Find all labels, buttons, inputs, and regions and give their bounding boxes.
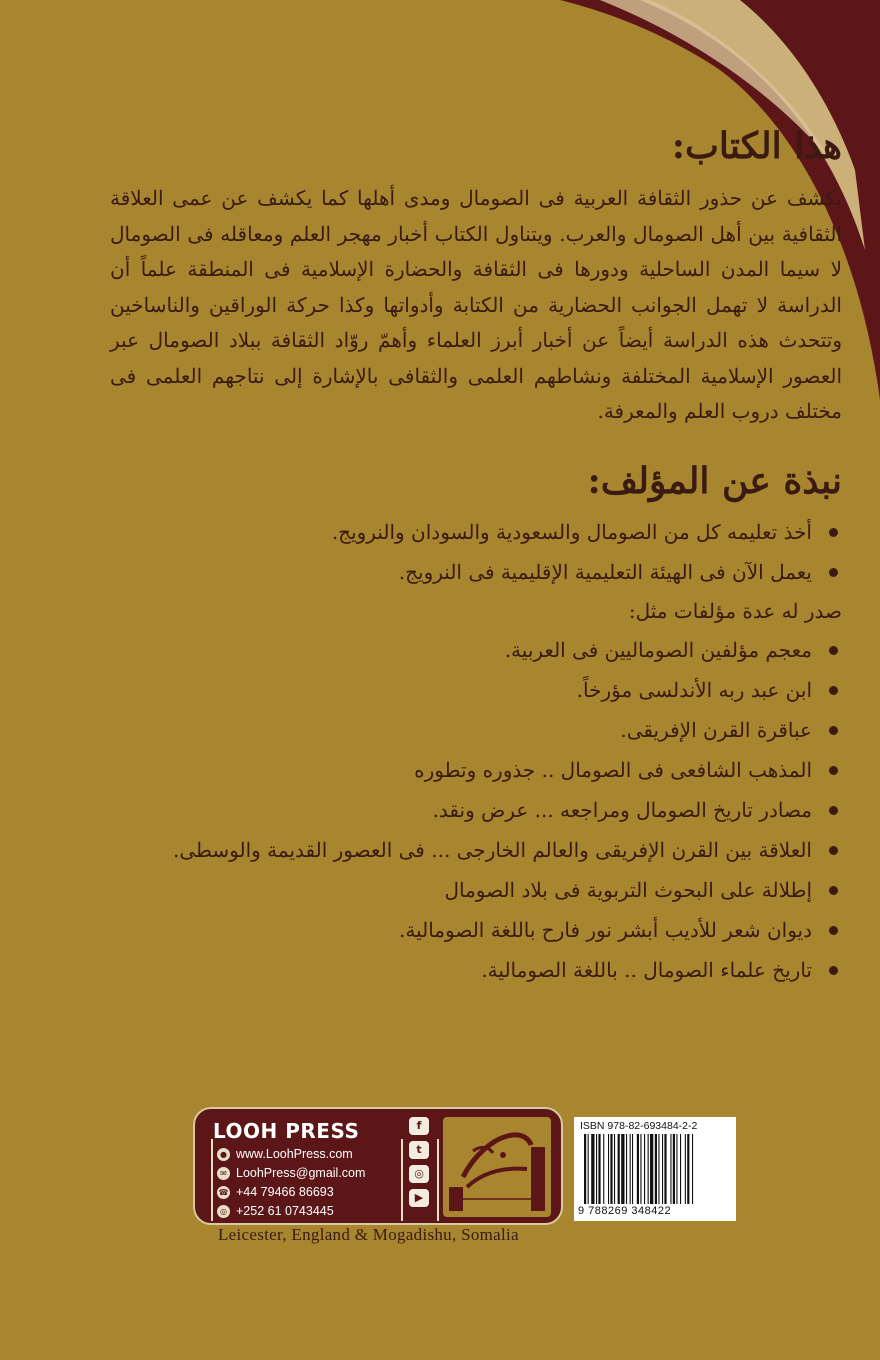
- author-bullets: [110, 514, 842, 590]
- author-bullet: أخذ تعليمه كل من الصومال والسعودية والسودان والنرويج.: [110, 514, 812, 550]
- barcode-icon: [584, 1134, 728, 1204]
- social-icons: [409, 1117, 431, 1213]
- work-item: معجم مؤلفين الصوماليين فى العربية.: [110, 632, 812, 668]
- publisher-location: Leicester, England & Mogadishu, Somalia: [218, 1225, 519, 1244]
- author-bullet: يعمل الآن فى الهيئة التعليمية الإقليمية فى النرويج.: [110, 554, 812, 590]
- isbn-barcode: [574, 1117, 736, 1221]
- isbn-number: 9 788269 348422: [578, 1205, 672, 1217]
- whatsapp-row[interactable]: [217, 1202, 334, 1220]
- youtube-icon[interactable]: ▶: [409, 1189, 429, 1207]
- looh-press-logo: [443, 1117, 551, 1217]
- divider: [401, 1139, 403, 1221]
- email-row[interactable]: [217, 1164, 365, 1182]
- email-text: LoohPress@gmail.com: [236, 1166, 366, 1180]
- publisher-name: LOOH PRESS: [213, 1119, 360, 1143]
- work-item: العلاقة بين القرن الإفريقى والعالم الخارجى ... فى العصور القديمة والوسطى.: [110, 832, 812, 868]
- divider: [437, 1139, 439, 1221]
- about-author-heading: نبذة عن المؤلف:: [587, 459, 842, 502]
- phone-uk-text: +44 79466 86693: [236, 1185, 334, 1199]
- phone-icon: ☎: [218, 1187, 229, 1197]
- about-book-text: يكشف عن حذور الثقافة العربية فى الصومال ومدى أهلها كما يكشف عن عمى العلاقة الثقافية بين أهل الصومال والعرب. ويتناول الكتاب أخبار مهجر العلم ومعاقله فى الصومال لا سيما المدن الساحلية ودورها فى الثقافة والحضارة الإسلامية فى المنطقة علماً أن الدراسة لا تهمل الجوانب الحضارية من الكتابة وأدواتها وكذا حركة الوراقين والناساخين وتتحدث هذه الدراسة أيضاً عن أخبار أبرز العلماء وأهمّ روّاد الثقافة ببلاد الصومال عبر العصور الإسلامية المختلفة ونشاطهم العلمى والثقافى بالإشارة إلى نتاجهم العلمى فى مختلف دروب العلم والمعرفة.: [110, 186, 842, 423]
- website-row[interactable]: [217, 1145, 353, 1163]
- phone-so-text: +252 61 0743445: [236, 1204, 334, 1218]
- work-item: ديوان شعر للأديب أبشر نور فارح باللغة الصومالية.: [110, 912, 812, 948]
- work-item: تاريخ علماء الصومال .. باللغة الصومالية.: [110, 952, 812, 988]
- work-item: عباقرة القرن الإفريقى.: [110, 712, 812, 748]
- logo-calligraphy-icon: [443, 1117, 551, 1217]
- divider: [211, 1139, 213, 1221]
- facebook-icon[interactable]: f: [409, 1117, 429, 1135]
- twitter-icon[interactable]: t: [409, 1141, 429, 1159]
- about-book-heading: هذا الكتاب:: [671, 125, 842, 167]
- work-item: ابن عبد ربه الأندلسى مؤرخاً.: [110, 672, 812, 708]
- work-item: مصادر تاريخ الصومال ومراجعه ... عرض ونقد.: [110, 792, 812, 828]
- work-item: المذهب الشافعى فى الصومال .. جذوره وتطوره: [110, 752, 812, 788]
- back-cover-text: [110, 125, 842, 992]
- web-icon: ●: [217, 1148, 230, 1161]
- publisher-box: [193, 1107, 563, 1225]
- email-icon: ✉: [217, 1167, 230, 1180]
- phone-row[interactable]: [217, 1183, 334, 1201]
- works-intro: صدر له عدة مؤلفات مثل:: [628, 598, 842, 623]
- isbn-label: ISBN 978-82-693484-2-2: [580, 1120, 698, 1132]
- website-text: www.LoohPress.com: [236, 1147, 353, 1161]
- works-list: [110, 632, 842, 988]
- whatsapp-icon: ◎: [217, 1205, 230, 1218]
- instagram-icon[interactable]: ◎: [409, 1165, 429, 1183]
- work-item: إطلالة على البحوث التربوية فى بلاد الصومال: [110, 872, 812, 908]
